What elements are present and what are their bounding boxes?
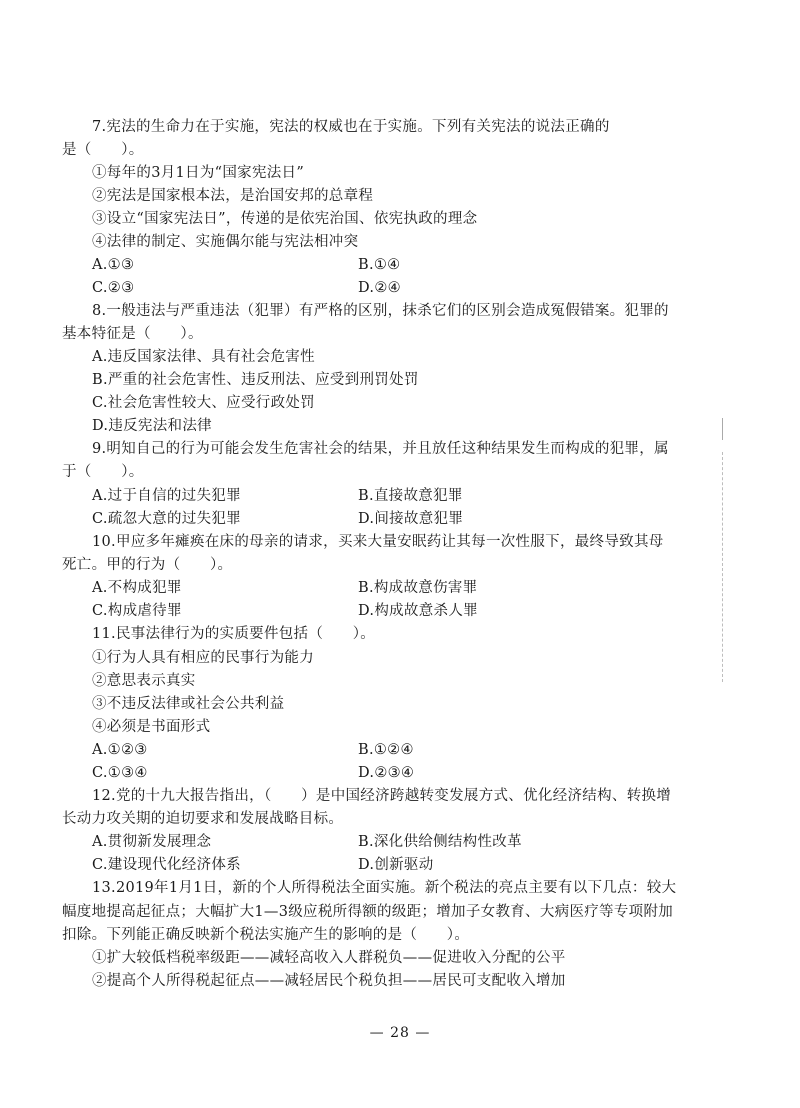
q7-option-b: B.①④ — [358, 257, 401, 273]
q13-stem-line1: 13.2019年1月1日，新的个人所得税法全面实施。新个税法的亮点主要有以下几点：较大 — [92, 880, 677, 896]
q7-item-2: ②宪法是国家根本法，是治国安邦的总章程 — [92, 188, 374, 204]
q9-option-a: A.过于自信的过失犯罪 — [92, 488, 241, 504]
q11-item-4: ④必须是书面形式 — [92, 719, 211, 735]
q12-option-b: B.深化供给侧结构性改革 — [358, 834, 522, 850]
q10-stem-line2: 死亡。甲的行为（ ）。 — [62, 557, 233, 573]
q11-option-d: D.②③④ — [358, 765, 415, 781]
q8-option-d: D.违反宪法和法律 — [92, 418, 212, 434]
scan-artifact-line — [722, 452, 724, 682]
q12-option-d: D.创新驱动 — [358, 857, 434, 873]
q11-option-c: C.①③④ — [92, 765, 148, 781]
q8-option-c: C.社会危害性较大、应受行政处罚 — [92, 395, 315, 411]
q10-option-b: B.构成故意伤害罪 — [358, 580, 478, 596]
q10-option-a: A.不构成犯罪 — [92, 580, 182, 596]
q11-stem-line1: 11.民事法律行为的实质要件包括（ ）。 — [92, 626, 376, 642]
scan-artifact-mark — [722, 418, 723, 440]
page-number: — 28 — — [369, 1025, 431, 1041]
q9-option-c: C.疏忽大意的过失犯罪 — [92, 511, 241, 527]
q11-item-2: ②意思表示真实 — [92, 673, 196, 689]
q13-stem-line3: 扣除。下列能正确反映新个税法实施产生的影响的是（ ）。 — [62, 927, 470, 943]
q7-item-4: ④法律的制定、实施偶尔能与宪法相冲突 — [92, 234, 359, 250]
q12-stem-line1: 12.党的十九大报告指出，（ ）是中国经济跨越转变发展方式、优化经济结构、转换增 — [92, 788, 672, 804]
q11-option-b: B.①②④ — [358, 742, 414, 758]
q9-option-b: B.直接故意犯罪 — [358, 488, 463, 504]
q12-option-a: A.贯彻新发展理念 — [92, 834, 212, 850]
q13-item-2: ②提高个人所得税起征点——减轻居民个税负担——居民可支配收入增加 — [92, 973, 566, 989]
q9-stem-line1: 9.明知自己的行为可能会发生危害社会的结果，并且放任这种结果发生而构成的犯罪，属 — [92, 441, 669, 457]
q12-stem-line2: 长动力攻关期的迫切要求和发展战略目标。 — [62, 811, 344, 827]
q10-stem-line1: 10.甲应多年瘫痪在床的母亲的请求，买来大量安眠药让其每一次性服下，最终导致其母 — [92, 534, 664, 550]
q7-option-a: A.①③ — [92, 257, 135, 273]
q7-option-d: D.②④ — [358, 280, 401, 296]
q11-item-1: ①行为人具有相应的民事行为能力 — [92, 650, 314, 666]
q10-option-d: D.构成故意杀人罪 — [358, 603, 478, 619]
q9-stem-line2: 于（ ）。 — [62, 464, 144, 480]
q8-stem-line1: 8.一般违法与严重违法（犯罪）有严格的区别，抹杀它们的区别会造成冤假错案。犯罪的 — [92, 303, 669, 319]
q7-stem-line1: 7.宪法的生命力在于实施，宪法的权威也在于实施。下列有关宪法的说法正确的 — [92, 119, 610, 135]
q13-stem-line2: 幅度地提高起征点；大幅扩大1—3级应税所得额的级距；增加子女教育、大病医疗等专项附加 — [62, 904, 674, 920]
q12-option-c: C.建设现代化经济体系 — [92, 857, 241, 873]
q9-option-d: D.间接故意犯罪 — [358, 511, 464, 527]
q8-option-a: A.违反国家法律、具有社会危害性 — [92, 349, 315, 365]
q8-option-b: B.严重的社会危害性、违反刑法、应受到刑罚处罚 — [92, 372, 419, 388]
q7-option-c: C.②③ — [92, 280, 135, 296]
q7-item-3: ③设立“国家宪法日”，传递的是依宪治国、依宪执政的理念 — [92, 211, 478, 227]
q8-stem-line2: 基本特征是（ ）。 — [62, 326, 203, 342]
q11-option-a: A.①②③ — [92, 742, 148, 758]
q7-item-1: ①每年的3月1日为“国家宪法日” — [92, 165, 305, 181]
q11-item-3: ③不违反法律或社会公共利益 — [92, 696, 285, 712]
q7-stem-line2: 是（ ）。 — [62, 142, 144, 158]
q10-option-c: C.构成虐待罪 — [92, 603, 182, 619]
q13-item-1: ①扩大较低档税率级距——减轻高收入人群税负——促进收入分配的公平 — [92, 950, 566, 966]
